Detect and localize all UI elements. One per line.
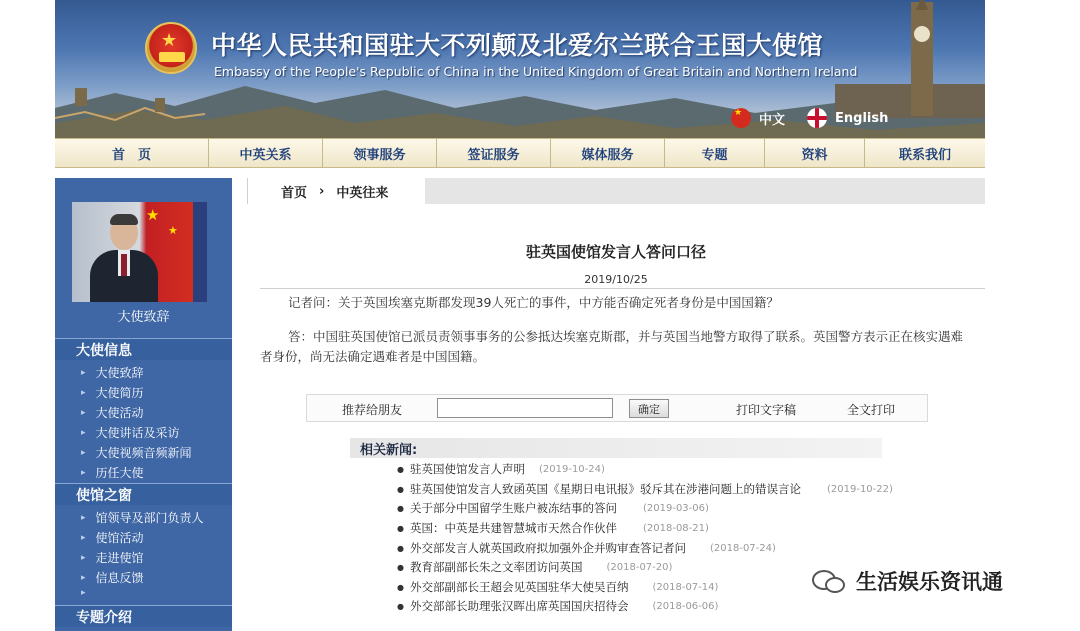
article-date: 2019/10/25	[584, 273, 648, 286]
recommend-toolbar	[306, 394, 928, 422]
sidebar-item-video-audio-news[interactable]	[81, 444, 192, 461]
bullet-icon: ●	[397, 601, 404, 611]
related-news-title[interactable]: 外交部部长助理张汉晖出席英国国庆招待会	[409, 599, 629, 613]
related-news-title[interactable]: 关于部分中国留学生账户被冻结事的答问	[409, 501, 617, 515]
nav-contact-us[interactable]: 联系我们	[898, 147, 951, 163]
bullet-icon: ●	[397, 484, 404, 494]
wechat-icon	[812, 568, 848, 594]
related-news-item[interactable]	[397, 481, 893, 497]
national-emblem-icon: ★	[145, 22, 197, 74]
china-flag-icon	[731, 108, 751, 128]
breadcrumb	[247, 178, 985, 204]
bullet-icon: ▸	[81, 552, 86, 563]
sidebar-item-leadership[interactable]	[81, 509, 204, 526]
article-title: 驻英国使馆发言人答问口径	[525, 243, 706, 261]
sidebar-item-label: 大使视频音频新闻	[95, 446, 192, 460]
bullet-icon: ▸	[81, 512, 86, 523]
header-banner	[55, 0, 985, 138]
related-news-heading: 相关新闻:	[350, 438, 882, 458]
big-ben-illustration	[911, 2, 933, 116]
bullet-icon: ▸	[81, 467, 86, 478]
related-news-item[interactable]	[397, 500, 709, 516]
nav-china-uk-relations[interactable]: 中英关系	[209, 139, 323, 167]
sidebar-item-label: 走进使馆	[95, 551, 144, 565]
confirm-button[interactable]: 确定	[629, 399, 669, 418]
article-answer: 答：中国驻英国使馆已派员责领事事务的公参抵达埃塞克斯郡，并与英国当地警方取得了联系。英国警方表示正在核实遇难者身份，尚无法确定遇难者是中国国籍。	[260, 329, 964, 364]
sidebar-item-label: 馆领导及部门负责人	[95, 511, 204, 525]
ambassador-message-link[interactable]: 大使致辞	[117, 310, 170, 325]
bullet-icon: ▸	[81, 427, 86, 438]
related-news-date: (2018-06-06)	[652, 600, 719, 612]
sidebar-item-label: 信息反馈	[95, 571, 144, 585]
nav-topics[interactable]: 专题	[665, 139, 765, 167]
breadcrumb-tab	[247, 178, 425, 204]
sidebar-item-ambassador-resume[interactable]	[81, 384, 144, 401]
bullet-icon: ▸	[81, 367, 86, 378]
nav-visa-services[interactable]: 签证服务	[437, 139, 551, 167]
related-news-item[interactable]	[397, 598, 718, 614]
sidebar-item-ambassador-message[interactable]	[81, 364, 144, 381]
lang-chinese-label: 中文	[759, 112, 786, 128]
sidebar-heading-ambassador-info: 大使信息	[55, 338, 232, 360]
sidebar-item-label: 大使致辞	[95, 366, 144, 380]
related-news-date: (2019-10-22)	[826, 483, 893, 495]
sidebar-item-label: 历任大使	[95, 466, 144, 480]
sidebar-item-label: 大使讲话及采访	[95, 426, 180, 440]
watermark-text: 生活娱乐资讯通	[856, 570, 1003, 594]
related-news-date: (2018-07-20)	[606, 561, 673, 573]
sidebar-heading-embassy-window: 使馆之窗	[55, 483, 232, 505]
lang-switch-english[interactable]	[807, 108, 888, 128]
print-text-link[interactable]: 打印文字稿	[736, 403, 797, 417]
related-news-title[interactable]: 驻英国使馆发言人声明	[409, 462, 525, 476]
related-news-title[interactable]: 外交部发言人就英国政府拟加强外企并购审查答记者问	[409, 541, 686, 555]
bullet-icon: ▸	[81, 572, 86, 583]
related-news-title[interactable]: 英国：中英是共建智慧城市天然合作伙伴	[409, 521, 617, 535]
related-news-item[interactable]	[397, 461, 605, 477]
bullet-icon: ▸	[81, 387, 86, 398]
bullet-icon: ▸	[81, 532, 86, 543]
related-news-item[interactable]	[397, 540, 776, 556]
sidebar-item-speeches-interviews[interactable]	[81, 424, 180, 441]
bullet-icon: ▸	[81, 447, 86, 458]
watermark	[812, 566, 1003, 596]
sidebar-heading-topics: 专题介绍	[55, 605, 232, 627]
bullet-icon: ●	[397, 503, 404, 513]
sidebar-item-label: 大使活动	[95, 406, 144, 420]
bullet-icon: ●	[397, 543, 404, 553]
bullet-icon: ▸	[81, 588, 86, 598]
bullet-icon: ●	[397, 582, 404, 592]
related-news-date: (2018-07-14)	[652, 581, 719, 593]
uk-flag-drape	[193, 202, 207, 302]
nav-media-services[interactable]: 媒体服务	[551, 139, 665, 167]
related-news-title[interactable]: 教育部副部长朱之文率团访问英国	[409, 560, 583, 574]
bullet-icon: ●	[397, 562, 404, 572]
site-title-english: Embassy of the People's Republic of China in the United Kingdom of Great Britain and Northern Ireland	[214, 64, 858, 79]
related-news-title[interactable]: 外交部副部长王超会见英国驻华大使吴百纳	[409, 580, 629, 594]
main-nav	[55, 138, 985, 168]
sidebar	[55, 178, 232, 631]
flag-star-icon: ★	[168, 224, 178, 237]
uk-flag-icon	[807, 108, 827, 128]
sidebar-item-empty[interactable]	[81, 588, 96, 598]
lang-english-label: English	[835, 110, 889, 126]
breadcrumb-separator-icon: ›	[319, 183, 325, 199]
bullet-icon: ●	[397, 523, 404, 533]
bullet-icon: ●	[397, 464, 404, 474]
sidebar-item-embassy-activities[interactable]	[81, 529, 144, 546]
related-news-item[interactable]	[397, 579, 718, 595]
bullet-icon: ▸	[81, 407, 86, 418]
related-news-title[interactable]: 驻英国使馆发言人致函英国《星期日电讯报》驳斥其在涉港问题上的错误言论	[409, 482, 801, 496]
breadcrumb-home[interactable]: 首页	[281, 185, 308, 201]
sidebar-item-feedback[interactable]	[81, 569, 144, 586]
sidebar-item-label: 大使简历	[95, 386, 144, 400]
site-title-chinese: 中华人民共和国驻大不列颠及北爱尔兰联合王国大使馆	[211, 31, 824, 60]
related-news-date: (2019-03-06)	[642, 502, 709, 514]
related-news-date: (2018-08-21)	[642, 522, 709, 534]
breadcrumb-current[interactable]: 中英往来	[336, 185, 389, 201]
ambassador-portrait[interactable]	[72, 202, 207, 302]
article-question: 记者问：关于英国埃塞克斯郡发现39人死亡的事件，中方能否确定死者身份是中国国籍？	[288, 295, 779, 310]
flag-star-icon: ★	[146, 206, 160, 224]
nav-resources[interactable]: 资料	[765, 139, 865, 167]
sidebar-item-label: 使馆活动	[95, 531, 144, 545]
related-news-item[interactable]	[397, 520, 709, 536]
print-full-link[interactable]: 全文打印	[847, 403, 896, 417]
related-news-item[interactable]	[397, 559, 672, 575]
related-news-date: (2019-10-24)	[538, 463, 605, 475]
recommend-label: 推荐给朋友	[342, 403, 403, 417]
article-divider	[260, 288, 985, 289]
sidebar-item-visit-embassy[interactable]	[81, 549, 144, 566]
recommend-email-input[interactable]	[437, 398, 613, 418]
sidebar-item-ambassador-activities[interactable]	[81, 404, 144, 421]
lang-switch-chinese[interactable]	[731, 108, 785, 128]
related-news-date: (2018-07-24)	[709, 542, 776, 554]
nav-consular-services[interactable]: 领事服务	[323, 139, 437, 167]
nav-home[interactable]: 首 页	[55, 139, 209, 167]
sidebar-item-former-ambassadors[interactable]	[81, 464, 144, 481]
